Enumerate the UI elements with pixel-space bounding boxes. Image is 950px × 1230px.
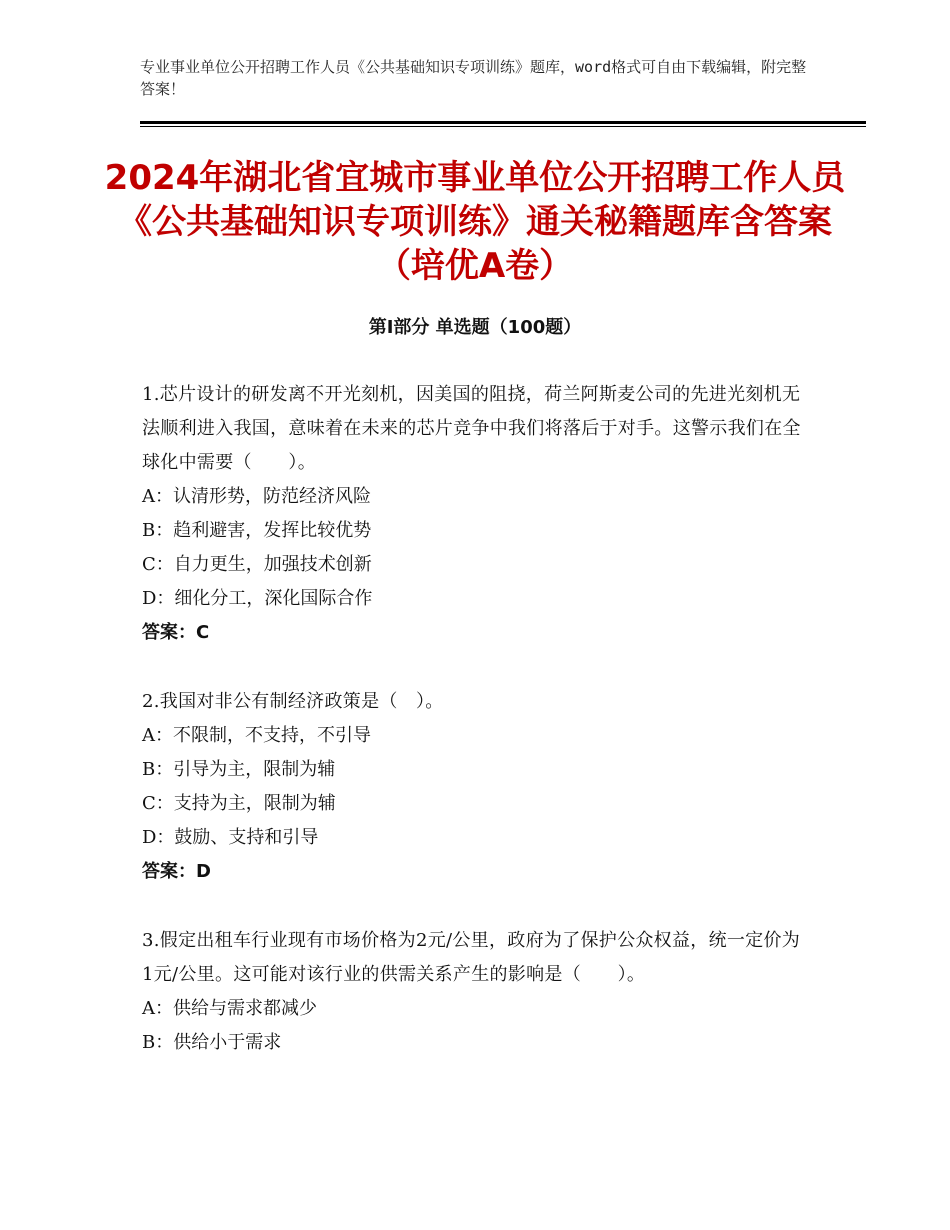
- option-c: C：支持为主，限制为辅: [142, 793, 336, 814]
- option-a: A：认清形势，防范经济风险: [142, 486, 371, 507]
- question-stem: 2.我国对非公有制经济政策是（ ）。: [142, 691, 444, 712]
- question-1: [142, 378, 810, 650]
- document-title: 2024年湖北省宜城市事业单位公开招聘工作人员《公共基础知识专项训练》通关秘籍题库含答案（培优A卷）: [104, 158, 846, 286]
- option-b: B：供给小于需求: [142, 1032, 282, 1053]
- option-b: B：引导为主，限制为辅: [142, 759, 336, 780]
- section-heading: 第Ⅰ部分 单选题（100题）: [368, 317, 582, 338]
- option-a: A：不限制，不支持，不引导: [142, 725, 371, 746]
- header-divider-thin: [140, 126, 866, 127]
- question-stem: 3.假定出租车行业现有市场价格为2元/公里，政府为了保护公众权益，统一定价为1元/公里。这可能对该行业的供需关系产生的影响是（ ）。: [142, 930, 801, 985]
- question-list: [142, 378, 810, 1060]
- header-divider-thick: [140, 121, 866, 124]
- answer: 答案：C: [142, 622, 210, 643]
- question-2: [142, 685, 810, 889]
- option-d: D：细化分工，深化国际合作: [142, 588, 373, 609]
- answer: 答案：D: [142, 861, 211, 882]
- option-c: C：自力更生，加强技术创新: [142, 554, 372, 575]
- option-b: B：趋利避害，发挥比较优势: [142, 520, 372, 541]
- option-a: A：供给与需求都减少: [142, 998, 317, 1019]
- option-d: D：鼓励、支持和引导: [142, 827, 319, 848]
- question-3: [142, 924, 810, 1060]
- header-note: 专业事业单位公开招聘工作人员《公共基础知识专项训练》题库，word格式可自由下载编辑，附完整答案！: [140, 58, 807, 98]
- question-stem: 1.芯片设计的研发离不开光刻机，因美国的阻挠，荷兰阿斯麦公司的先进光刻机无法顺利进入我国，意味着在未来的芯片竞争中我们将落后于对手。这警示我们在全球化中需要（ ）。: [142, 384, 801, 473]
